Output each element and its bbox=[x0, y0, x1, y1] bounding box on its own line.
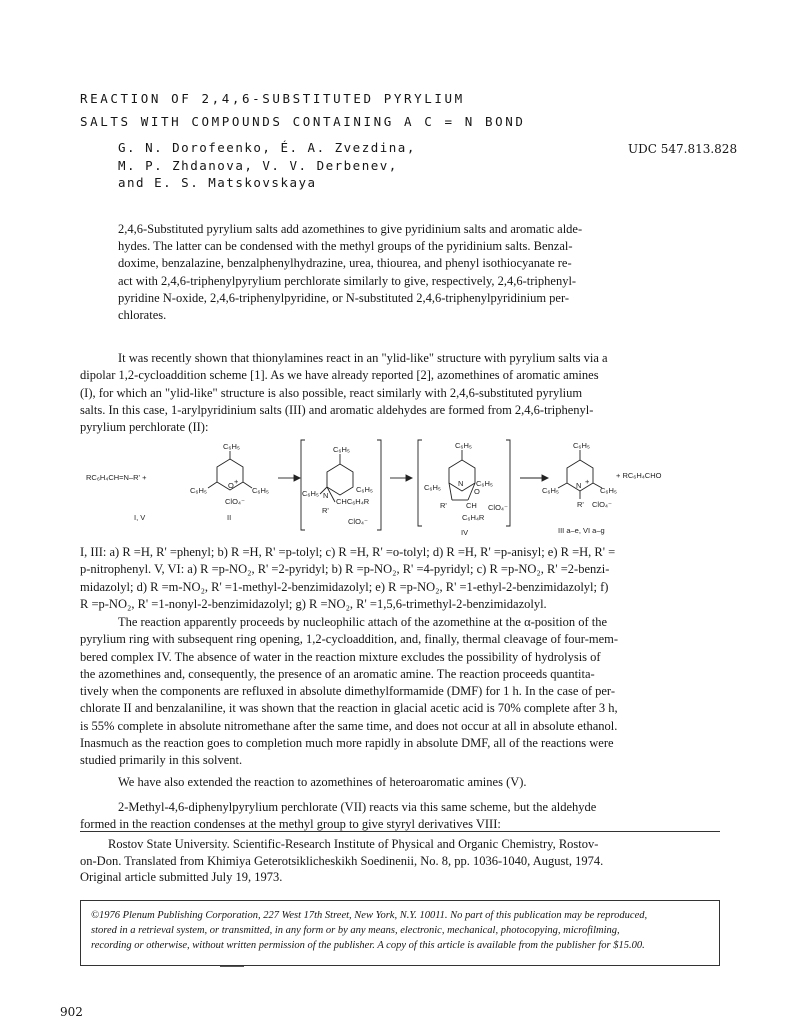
mechanism-line: is 55% complete in absolute nitromethane after the same time, and does not occur at all in absolute ethanol. bbox=[80, 718, 618, 733]
substituent-definitions bbox=[80, 544, 615, 613]
phenyl-label: C₆H₅ bbox=[190, 486, 207, 495]
bracket-right bbox=[506, 440, 510, 526]
nitrogen-label: N bbox=[458, 479, 464, 488]
mechanism-line: pyrylium ring with subsequent ring opening, 1,2-cycloaddition, and, finally, thermal cleavage of four-mem- bbox=[80, 632, 619, 647]
definition-line: R =p-NO₂, R' =1-nonyl-2-benzimidazolyl; g) R =NO₂, R' =1,5,6-trimethyl-2-benzimidazolyl. bbox=[80, 596, 547, 611]
title-line-2: SALTS WITH COMPOUNDS CONTAINING A C = N BOND bbox=[80, 114, 526, 129]
oxygen-label: O bbox=[474, 487, 480, 496]
perchlorate-label: ClO₄⁻ bbox=[592, 500, 612, 509]
abstract-line: doxime, benzalazine, benzalphenylhydrazine, urea, thiourea, and phenyl isothiocyanate re- bbox=[118, 256, 572, 271]
mechanism-line: studied primarily in this solvent. bbox=[80, 753, 243, 768]
mechanism-line: Inasmuch as the reaction goes to completion much more rapidly in absolute DMF, all of the reactions were bbox=[80, 736, 614, 751]
benzylidene-label: CHC₆H₄R bbox=[336, 497, 370, 506]
author-line: and E. S. Matskovskaya bbox=[118, 175, 317, 190]
copyright-notice bbox=[91, 909, 711, 953]
author-line: M. P. Zhdanova, V. V. Derbenev, bbox=[118, 157, 398, 173]
abstract-line: chlorates. bbox=[118, 308, 167, 323]
phenyl-label: C₆H₅ bbox=[600, 486, 617, 495]
styryl-line: formed in the reaction condenses at the methyl group to give styryl derivatives VIII: bbox=[80, 817, 501, 832]
phenyl-label: C₆H₅ bbox=[302, 489, 319, 498]
bracket-left bbox=[301, 440, 305, 530]
phenyl-label: C₆H₅ bbox=[542, 486, 559, 495]
mechanism-line: the azomethines and, consequently, the presence of an aromatic amine. The reaction proceeds quantita- bbox=[80, 666, 595, 681]
aldehyde-label: + RC₆H₄CHO bbox=[616, 471, 662, 480]
oxygen-label: O bbox=[228, 481, 234, 490]
abstract bbox=[118, 221, 713, 324]
mechanism-line: chlorate II and benzalaniline, it was shown that the reaction in glacial acetic acid is 70% complete after 3 h, bbox=[80, 701, 618, 716]
affiliation-line: Original article submitted July 19, 1973. bbox=[80, 870, 283, 884]
mechanism-line: The reaction apparently proceeds by nucleophilic attach of the azomethine at the α-position of the bbox=[118, 615, 608, 629]
title-line-1: REACTION OF 2,4,6-SUBSTITUTED PYRYLIUM bbox=[80, 91, 465, 106]
intro-line: pyrylium perchlorate (II): bbox=[80, 420, 209, 435]
authors-block bbox=[118, 139, 416, 192]
aryl-label: C₆H₄R bbox=[462, 513, 485, 522]
mechanism-paragraph bbox=[80, 614, 618, 770]
print-mark bbox=[220, 966, 244, 967]
bracket-right bbox=[377, 440, 381, 530]
r-prime-label: R' bbox=[322, 506, 329, 515]
copyright-line: stored in a retrieval system, or transmitted, in any form or by any means, electronic, mechanical, photocopying, microfilming, bbox=[91, 924, 620, 936]
perchlorate-label: ClO₄⁻ bbox=[225, 497, 245, 506]
affiliation-footnote bbox=[80, 836, 603, 886]
intro-line: It was recently shown that thionylamines react in an "ylid-like" structure with pyrylium salts via a bbox=[118, 351, 608, 365]
phenyl-label: C₆H₅ bbox=[573, 441, 590, 450]
definition-line: I, III: a) R =H, R' =phenyl; b) R =H, R' =p-tolyl; c) R =H, R' =o-tolyl; d) R =H, R' =p-anisyl; e) R =H, R' = bbox=[80, 545, 616, 559]
abstract-line: pyridine N-oxide, 2,4,6-triphenylpyridine, or N-substituted 2,4,6-triphenylpyridinium per- bbox=[118, 290, 570, 305]
charge-plus-label: + bbox=[234, 477, 239, 486]
styryl-paragraph bbox=[80, 799, 596, 834]
phenyl-label: C₆H₅ bbox=[223, 442, 240, 451]
intro-line: (I), for which an "ylid-like" structure is also possible, react similarly with 2,4,6-substituted pyrylium bbox=[80, 385, 583, 400]
footnote-rule bbox=[80, 831, 720, 832]
ch-label: CH bbox=[466, 501, 477, 510]
abstract-line: hydes. The latter can be condensed with the methyl groups of the pyridinium salts. Benzal- bbox=[118, 239, 573, 254]
intro-line: salts. In this case, 1-arylpyridinium salts (III) and aromatic aldehydes are formed from 2,4,6-triphenyl- bbox=[80, 402, 594, 417]
copyright-line: ©1976 Plenum Publishing Corporation, 227 West 17th Street, New York, N.Y. 10011. No part of this publication may be reproduced, bbox=[91, 910, 648, 921]
nitrogen-label: N bbox=[576, 481, 582, 490]
intro-paragraph bbox=[80, 350, 608, 436]
dihydropyridine-ring bbox=[327, 464, 353, 495]
styryl-line: 2-Methyl-4,6-diphenylpyrylium perchlorate (VII) reacts via this same scheme, but the aldehyde bbox=[118, 800, 597, 814]
definition-line: midazolyl; d) R =m-NO₂, R' =1-methyl-2-benzimidazolyl; e) R =p-NO₂, R' =1-ethyl-2-benzimidazolyl; f) bbox=[80, 579, 609, 594]
perchlorate-label: ClO₄⁻ bbox=[348, 517, 368, 526]
abstract-line: 2,4,6-Substituted pyrylium salts add azomethines to give pyridinium salts and aromatic alde- bbox=[118, 222, 583, 236]
abstract-line: act with 2,4,6-triphenylpyrylium perchlorate similarly to give, respectively, 2,4,6-triphenyl- bbox=[118, 273, 577, 288]
compound-label-iii: III a–e, VI a–g bbox=[558, 526, 605, 535]
charge-plus-label: + bbox=[585, 477, 590, 486]
perchlorate-label: ClO₄⁻ bbox=[488, 503, 508, 512]
phenyl-label: C₆H₅ bbox=[455, 441, 472, 450]
intro-line: dipolar 1,2-cycloaddition scheme [1]. As we have already reported [2], azomethines of aromatic amines bbox=[80, 368, 599, 383]
author-line: G. N. Dorofeenko, É. A. Zvezdina, bbox=[118, 140, 416, 155]
extension-paragraph: We have also extended the reaction to azomethines of heteroaromatic amines (V). bbox=[118, 775, 527, 789]
phenyl-label: C₆H₅ bbox=[424, 483, 441, 492]
phenyl-label: C₆H₅ bbox=[356, 485, 373, 494]
bracket-left bbox=[418, 440, 422, 526]
azomethine-label: RC₆H₄CH=N–R' + bbox=[86, 473, 147, 482]
nitrogen-label: N bbox=[323, 491, 329, 500]
compound-label-ii: II bbox=[227, 513, 232, 522]
reaction-scheme bbox=[80, 438, 720, 542]
mechanism-line: bered complex IV. The absence of water in the reaction mixture excludes the possibility of hydrolysis of bbox=[80, 649, 601, 664]
page-number: 902 bbox=[60, 1005, 83, 1019]
definition-line: p-nitrophenyl. V, VI: a) R =p-NO₂, R' =2-pyridyl; b) R =p-NO₂, R' =4-pyridyl; c) R =p-NO₂, R' =2-benzi- bbox=[80, 562, 610, 577]
udc-code: UDC 547.813.828 bbox=[628, 142, 738, 156]
phenyl-label: C₆H₅ bbox=[252, 486, 269, 495]
phenyl-label: C₆H₅ bbox=[333, 445, 350, 454]
compound-label-iv: IV bbox=[461, 528, 469, 537]
compound-label-i-v: I, V bbox=[134, 513, 146, 522]
r-prime-label: R' bbox=[577, 500, 584, 509]
affiliation-line: Rostov State University. Scientific-Research Institute of Physical and Organic Chemistry, Rostov- bbox=[108, 837, 599, 851]
affiliation-line: on-Don. Translated from Khimiya Geterotsiklicheskikh Soedinenii, No. 8, pp. 1036-1040, August, 1974. bbox=[80, 853, 604, 868]
r-prime-label: R' bbox=[440, 501, 447, 510]
copyright-line: recording or otherwise, without written permission of the publisher. A copy of this article is available from the publisher for $15.00. bbox=[91, 939, 645, 951]
mechanism-line: tively when the components are refluxed in absolute dimethylformamide (DMF) for 1 h. In the case of per- bbox=[80, 684, 616, 699]
phenyl-label: C₆H₅ bbox=[476, 479, 493, 488]
